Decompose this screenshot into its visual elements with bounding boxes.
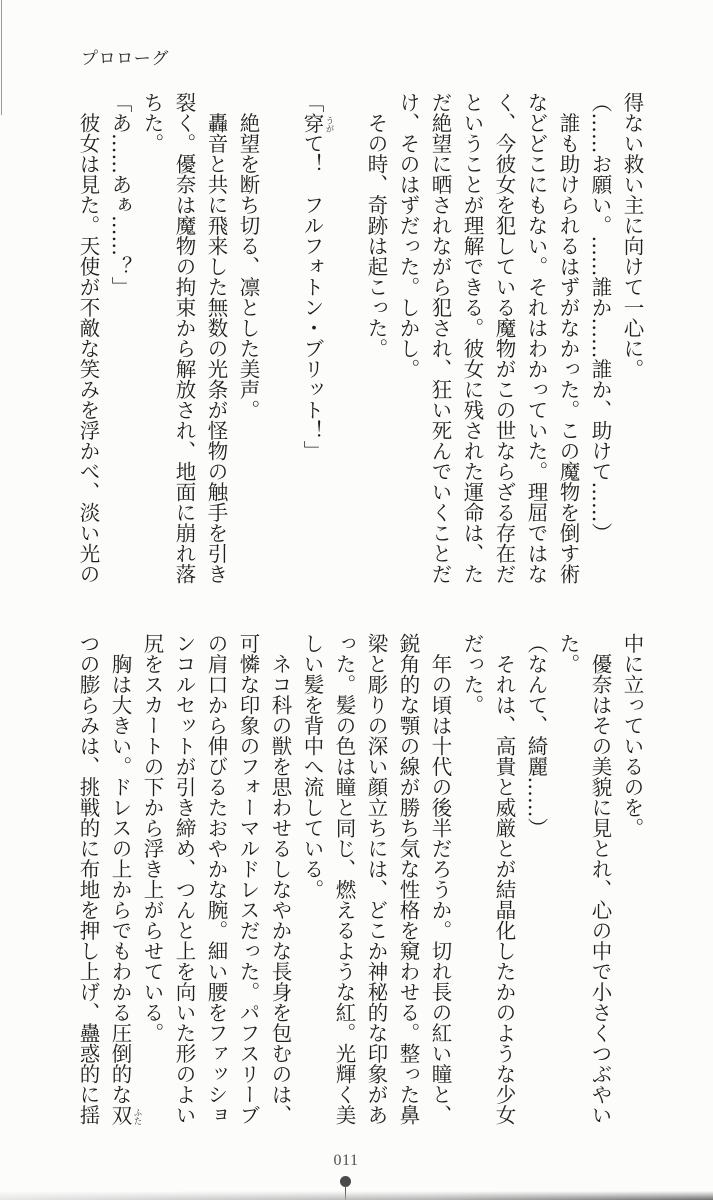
text-column: 得ない救い主に向けて一心に。 [620, 92, 644, 379]
text-column: 梁と彫りの深い顔立ちには、どこか神秘的な印象があ [364, 633, 388, 1125]
ruby-reading: ふた [132, 1107, 142, 1125]
text-column: （……お願い。……誰か……誰か、助けて……） [588, 92, 612, 543]
text-column: だった。 [460, 633, 484, 715]
text-column: つの膨らみは、挑戦的に布地を押し上げ、蠱惑的に揺 [76, 633, 100, 1125]
text-column [104, 633, 142, 1133]
chapter-header: プロローグ [81, 49, 169, 69]
text-column: 鋭角的な顎の線が勝ち気な性格を窺わせる。整った鼻 [396, 633, 420, 1125]
page-edge-line [1, 0, 2, 115]
text-column: ンコルセットが引き締め、つんと上を向いた形のよい [172, 633, 196, 1125]
text-column: ちた。 [140, 92, 164, 154]
upper-text-block [72, 92, 648, 592]
ruby-annotated-text [300, 112, 334, 134]
text-column: 裂く。優奈は魔物の拘束から解放され、地面に崩れ落 [172, 92, 196, 584]
scan-edge-shadow [0, 1191, 713, 1200]
column-text: 「 [300, 92, 324, 113]
text-column: ということが理解できる。彼女に残された運命は、た [460, 92, 484, 584]
text-column: 轟音と共に飛来した無数の光条が怪物の触手を引き [204, 92, 228, 584]
text-column: 尻をスカートの下から浮き上がらせている。 [140, 633, 164, 1043]
ruby-base: 双 [108, 1104, 132, 1125]
text-column: 優奈はその美貌に見とれ、心の中で小さくつぶやい [588, 633, 612, 1125]
column-text: て！ フルフォトン・ブリット！」 [300, 133, 324, 461]
text-column: った。髪の色は瞳と同じ、燃えるような紅。光輝く美 [332, 633, 356, 1125]
text-column: ネコ科の獣を思わせるしなやかな長身を包むのは、 [268, 633, 292, 1125]
text-column: （なんて、綺麗……） [524, 633, 548, 838]
text-column: その時、奇跡は起こった。 [364, 92, 388, 359]
text-column: 年の頃は十代の後半だろうか。切れ長の紅い瞳と、 [428, 633, 452, 1125]
lower-text-block [72, 633, 648, 1133]
text-column: 絶望を断ち切る、凛とした美声。 [236, 92, 260, 420]
text-column: などどこにもない。それはわかっていた。理屈ではな [524, 92, 548, 584]
page-number: 011 [333, 1152, 359, 1169]
text-column: 中に立っているのを。 [620, 633, 644, 838]
ruby-annotated-text [108, 1104, 142, 1126]
text-column: の肩口から伸びるたおやかな腕。細い腰をファッショ [204, 633, 228, 1125]
text-column: け、そのはずだった。しかし。 [396, 92, 420, 379]
ruby-reading: うが [324, 115, 334, 133]
text-column: 可憐な印象のフォーマルドレスだった。パフスリーブ [236, 633, 260, 1125]
text-column: 誰も助けられるはずがなかった。この魔物を倒す術 [556, 92, 580, 584]
text-column-dialogue [296, 92, 334, 592]
text-column: それは、高貴と威厳とが結晶化したかのような少女 [492, 633, 516, 1125]
column-text: 胸は大きい。ドレスの上からでもわかる圧倒的な [108, 633, 132, 1105]
blank-column [264, 92, 296, 592]
text-column: しい髪を背中へ流している。 [300, 633, 324, 900]
text-column: く、今彼女を犯している魔物がこの世ならざる存在だ [492, 92, 516, 584]
text-column: 彼女は見た。天使が不敵な笑みを浮かべ、淡い光の [76, 92, 100, 584]
text-column: 「あ……あぁ……？」 [108, 92, 132, 297]
blank-column [328, 92, 360, 592]
ruby-base: 穿 [300, 112, 324, 133]
text-column: だ絶望に晒されながら犯され、狂い死んでいくことだ [428, 92, 452, 584]
text-column: た。 [556, 633, 580, 674]
